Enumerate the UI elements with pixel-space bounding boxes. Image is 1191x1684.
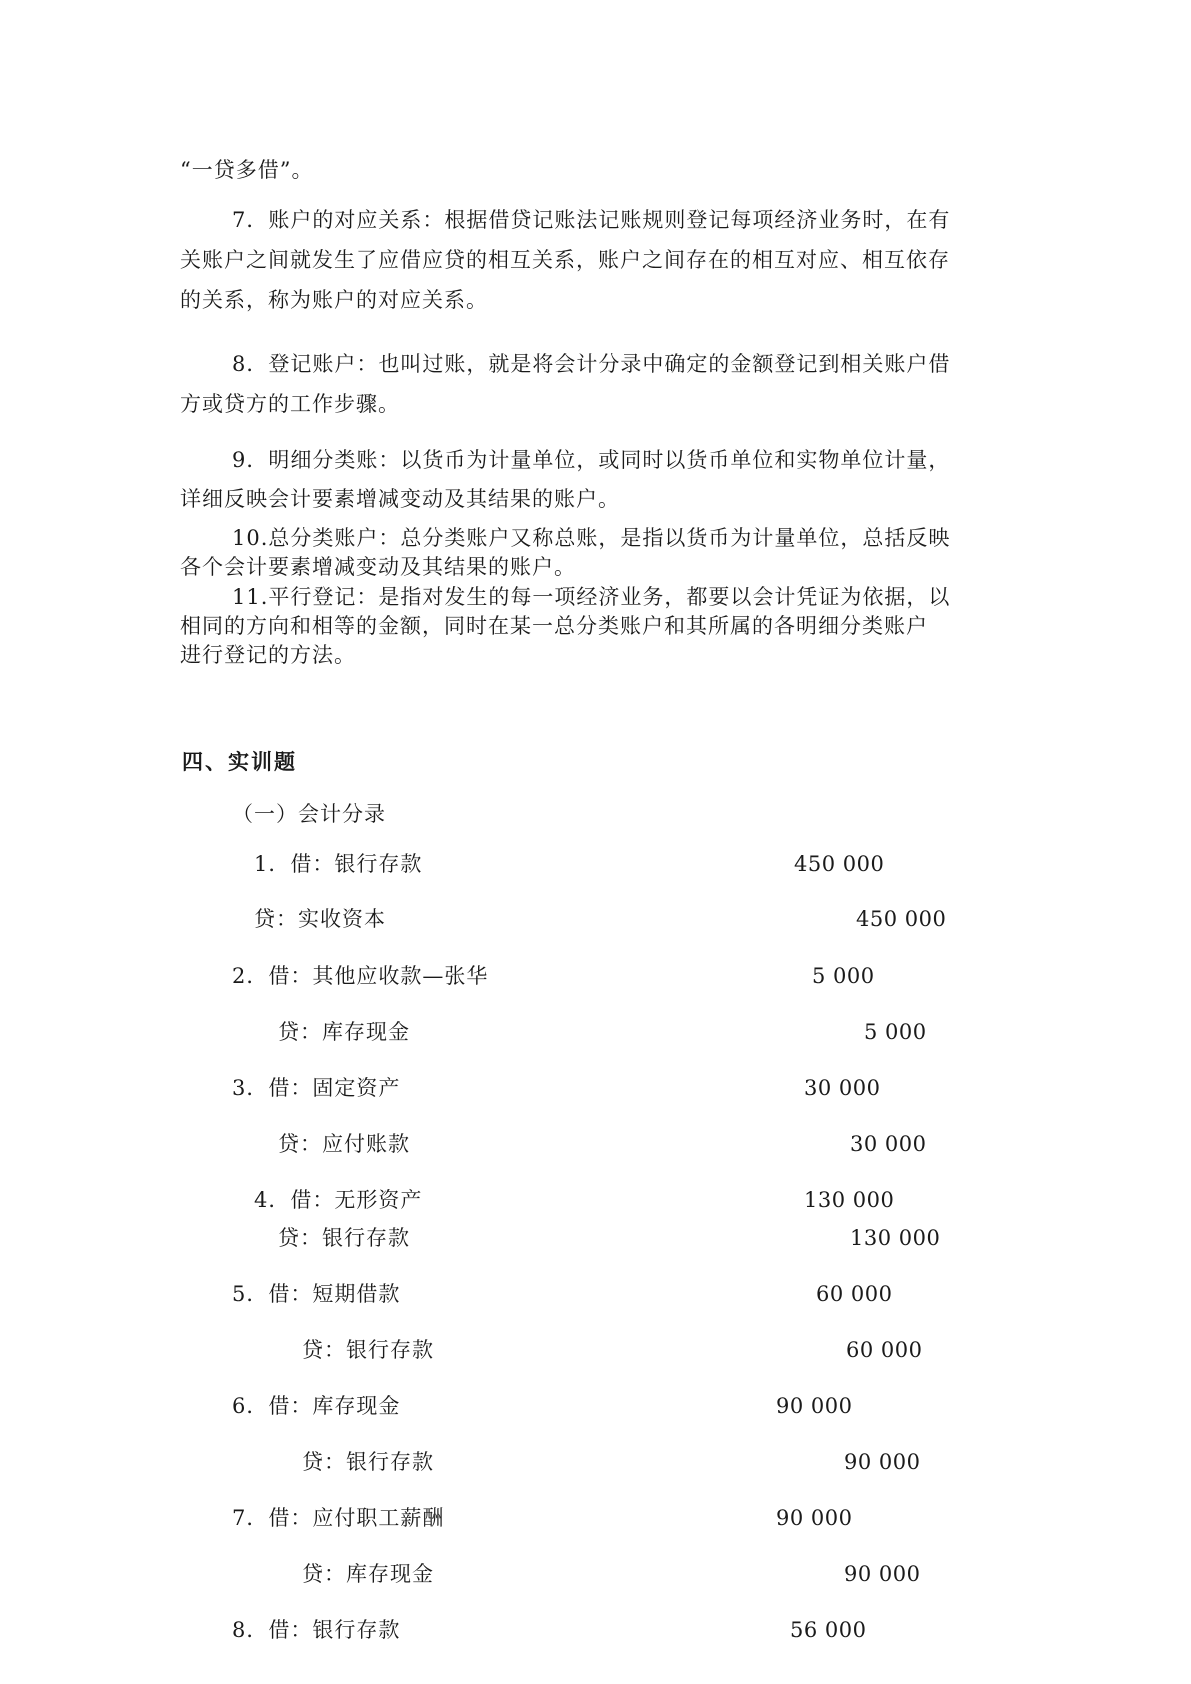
entry-1-credit-label: 贷：实收资本 — [254, 907, 386, 931]
definition-8-line-2: 方或贷方的工作步骤。 — [180, 392, 400, 416]
entry-4-debit-label: 4．借：无形资产 — [254, 1188, 423, 1212]
definition-7-line-1: 7．账户的对应关系：根据借贷记账法记账规则登记每项经济业务时，在有 — [232, 208, 951, 232]
entry-3-credit-label: 贷：应付账款 — [278, 1132, 410, 1156]
definition-9-line-2: 详细反映会计要素增减变动及其结果的账户。 — [180, 487, 620, 511]
definition-7-line-3: 的关系，称为账户的对应关系。 — [180, 288, 488, 312]
entry-5-credit-label: 贷：银行存款 — [302, 1338, 434, 1362]
definition-9-line-1: 9．明细分类账：以货币为计量单位，或同时以货币单位和实物单位计量， — [232, 448, 951, 472]
entry-1-credit-amount: 450 000 — [856, 907, 947, 931]
definition-8-line-1: 8．登记账户：也叫过账，就是将会计分录中确定的金额登记到相关账户借 — [232, 352, 951, 376]
definition-11-line-3: 进行登记的方法。 — [180, 643, 356, 667]
entry-4-debit-amount: 130 000 — [804, 1188, 895, 1212]
entry-1-debit-amount: 450 000 — [794, 852, 885, 876]
entry-8-debit-amount: 56 000 — [790, 1618, 867, 1642]
entry-7-debit-label: 7．借：应付职工薪酬 — [232, 1506, 445, 1530]
entry-2-debit-amount: 5 000 — [812, 964, 875, 988]
entry-6-credit-amount: 90 000 — [844, 1450, 921, 1474]
entry-6-debit-label: 6．借：库存现金 — [232, 1394, 401, 1418]
entry-3-debit-amount: 30 000 — [804, 1076, 881, 1100]
section-subtitle: （一）会计分录 — [232, 802, 386, 826]
entry-1-debit-label: 1．借：银行存款 — [254, 852, 423, 876]
definition-11-line-2: 相同的方向和相等的金额，同时在某一总分类账户和其所属的各明细分类账户 — [180, 614, 928, 638]
entry-2-credit-amount: 5 000 — [864, 1020, 927, 1044]
entry-3-credit-amount: 30 000 — [850, 1132, 927, 1156]
entry-7-credit-amount: 90 000 — [844, 1562, 921, 1586]
entry-2-credit-label: 贷：库存现金 — [278, 1020, 410, 1044]
entry-6-debit-amount: 90 000 — [776, 1394, 853, 1418]
definition-continuation: “一贷多借”。 — [180, 158, 314, 182]
definition-11-line-1: 11.平行登记：是指对发生的每一项经济业务，都要以会计凭证为依据，以 — [232, 585, 951, 609]
entry-3-debit-label: 3．借：固定资产 — [232, 1076, 401, 1100]
definition-10-line-1: 10.总分类账户：总分类账户又称总账，是指以货币为计量单位，总括反映 — [232, 526, 951, 550]
section-title: 四、实训题 — [182, 750, 297, 774]
entry-5-debit-amount: 60 000 — [816, 1282, 893, 1306]
entry-7-debit-amount: 90 000 — [776, 1506, 853, 1530]
entry-8-debit-label: 8．借：银行存款 — [232, 1618, 401, 1642]
entry-4-credit-amount: 130 000 — [850, 1226, 941, 1250]
entry-4-credit-label: 贷：银行存款 — [278, 1226, 410, 1250]
entry-5-credit-amount: 60 000 — [846, 1338, 923, 1362]
entry-2-debit-label: 2．借：其他应收款—张华 — [232, 964, 489, 988]
definition-7-line-2: 关账户之间就发生了应借应贷的相互关系，账户之间存在的相互对应、相互依存 — [180, 248, 950, 272]
entry-6-credit-label: 贷：银行存款 — [302, 1450, 434, 1474]
entry-5-debit-label: 5．借：短期借款 — [232, 1282, 401, 1306]
entry-7-credit-label: 贷：库存现金 — [302, 1562, 434, 1586]
definition-10-line-2: 各个会计要素增减变动及其结果的账户。 — [180, 555, 576, 579]
